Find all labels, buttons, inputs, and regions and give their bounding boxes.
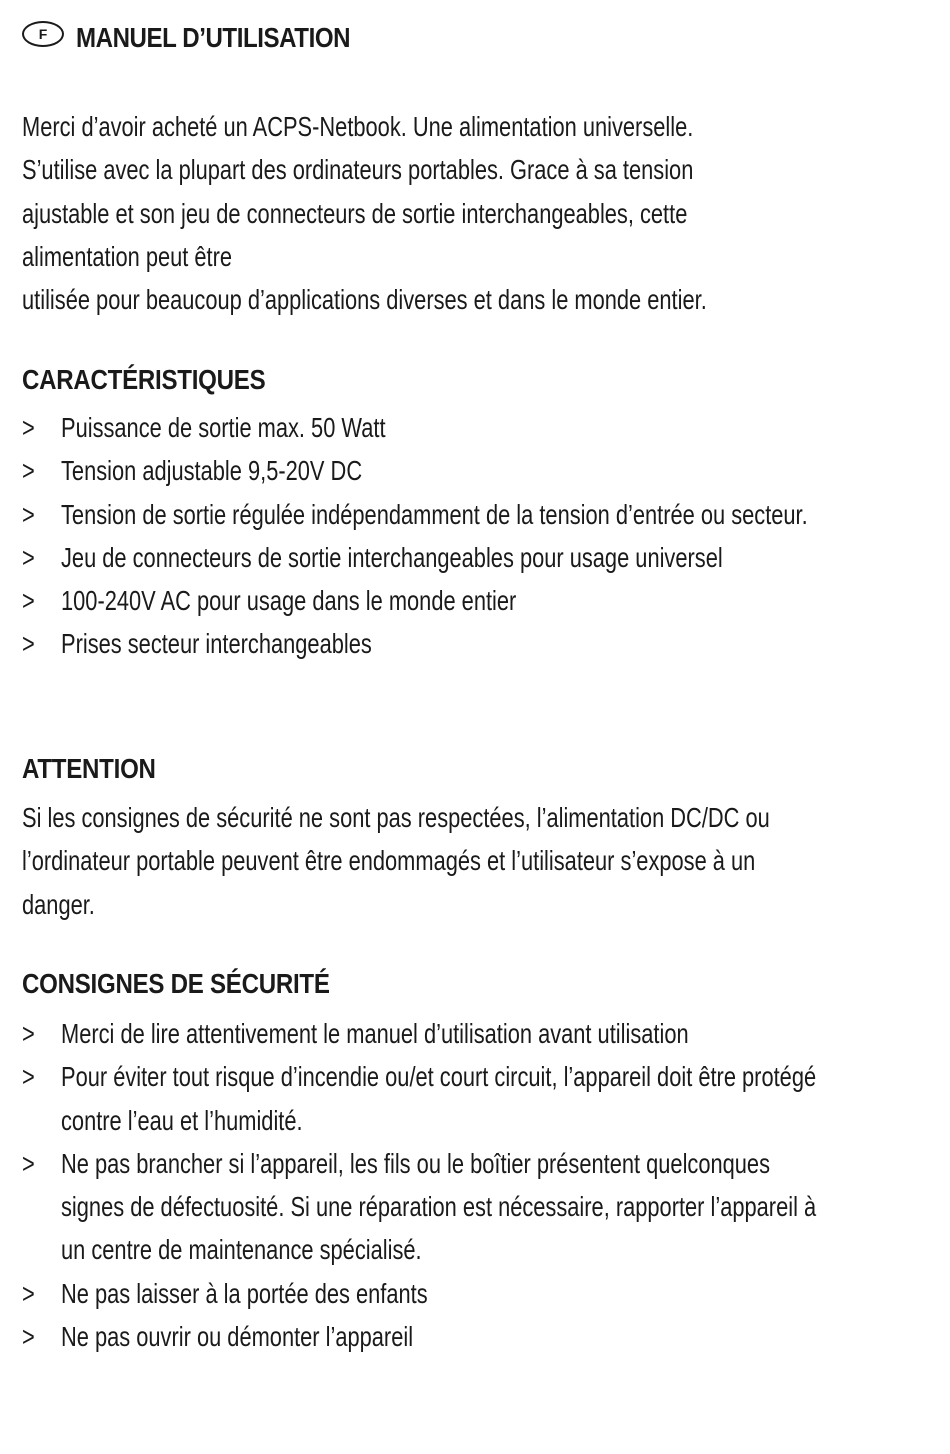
list-item: [22, 622, 841, 665]
intro-line: utilisée pour beaucoup d’applications diverses et dans le monde entier.: [22, 284, 707, 316]
list-item: [22, 1315, 857, 1358]
list-item: [22, 1272, 857, 1315]
list-item: [22, 1012, 857, 1055]
list-item: [22, 536, 841, 579]
list-item-text: Tension adjustable 9,5-20V DC: [61, 455, 363, 487]
list-item: [22, 1055, 857, 1142]
list-item-text: Jeu de connecteurs de sortie interchangeables pour usage universel: [61, 541, 723, 573]
list-item-text: Merci de lire attentivement le manuel d’utilisation avant utilisation: [61, 1018, 689, 1049]
bullet-marker: >: [22, 455, 35, 487]
list-item: [22, 406, 841, 449]
features-list: [22, 406, 841, 666]
features-heading: CARACTÉRISTIQUES: [22, 364, 266, 395]
bullet-marker: >: [22, 585, 35, 617]
bullet-marker: >: [22, 1061, 35, 1093]
safety-heading: CONSIGNES DE SÉCURITÉ: [22, 968, 330, 999]
list-item-text: Ne pas ouvrir ou démonter l’appareil: [61, 1321, 414, 1353]
list-item-text: Prises secteur interchangeables: [61, 628, 372, 660]
attention-heading: ATTENTION: [22, 753, 156, 784]
bullet-marker: >: [22, 1277, 35, 1309]
list-item-text: 100-240V AC pour usage dans le monde entier: [61, 585, 517, 617]
list-item: [22, 449, 841, 492]
list-item: [22, 493, 841, 536]
list-item-text: Ne pas laisser à la portée des enfants: [61, 1277, 428, 1309]
safety-list: [22, 1012, 857, 1358]
list-item-text: Ne pas brancher si l’appareil, les fils ou le boîtier présentent quelconques signes de défectuosité. Si une réparation est nécessaire, rapporter l’appareil à un centre de maintenance spécialisé.: [61, 1147, 817, 1266]
bullet-marker: >: [22, 1147, 35, 1179]
list-item: [22, 1142, 857, 1272]
list-item-text: Pour éviter tout risque d’incendie ou/et court circuit, l’appareil doit être protégé contre l’eau et l’humidité.: [61, 1061, 817, 1136]
list-item: [22, 579, 841, 622]
bullet-marker: >: [22, 498, 35, 530]
intro-line: S’utilise avec la plupart des ordinateurs portables. Grace à sa tension: [22, 154, 694, 186]
bullet-marker: >: [22, 541, 35, 573]
intro-line: Merci d’avoir acheté un ACPS-Netbook. Une alimentation universelle.: [22, 111, 694, 142]
bullet-marker: >: [22, 1018, 35, 1049]
intro-line: alimentation peut être: [22, 240, 233, 272]
bullet-marker: >: [22, 412, 35, 443]
page-title: MANUEL D’UTILISATION: [76, 22, 351, 53]
page-header: [22, 18, 395, 58]
list-item-text: Puissance de sortie max. 50 Watt: [61, 412, 386, 443]
attention-text: Si les consignes de sécurité ne sont pas respectées, l’alimentation DC/DC ou l’ordinateur portable peuvent être endommagés et l’utilisateur s’expose à un danger.: [22, 802, 770, 920]
language-badge: F: [22, 21, 64, 47]
intro-paragraph: [22, 105, 841, 321]
bullet-marker: >: [22, 628, 35, 660]
intro-line: ajustable et son jeu de connecteurs de sortie interchangeables, cette: [22, 197, 688, 229]
bullet-marker: >: [22, 1321, 35, 1353]
list-item-text: Tension de sortie régulée indépendamment de la tension d’entrée ou secteur.: [61, 498, 808, 530]
